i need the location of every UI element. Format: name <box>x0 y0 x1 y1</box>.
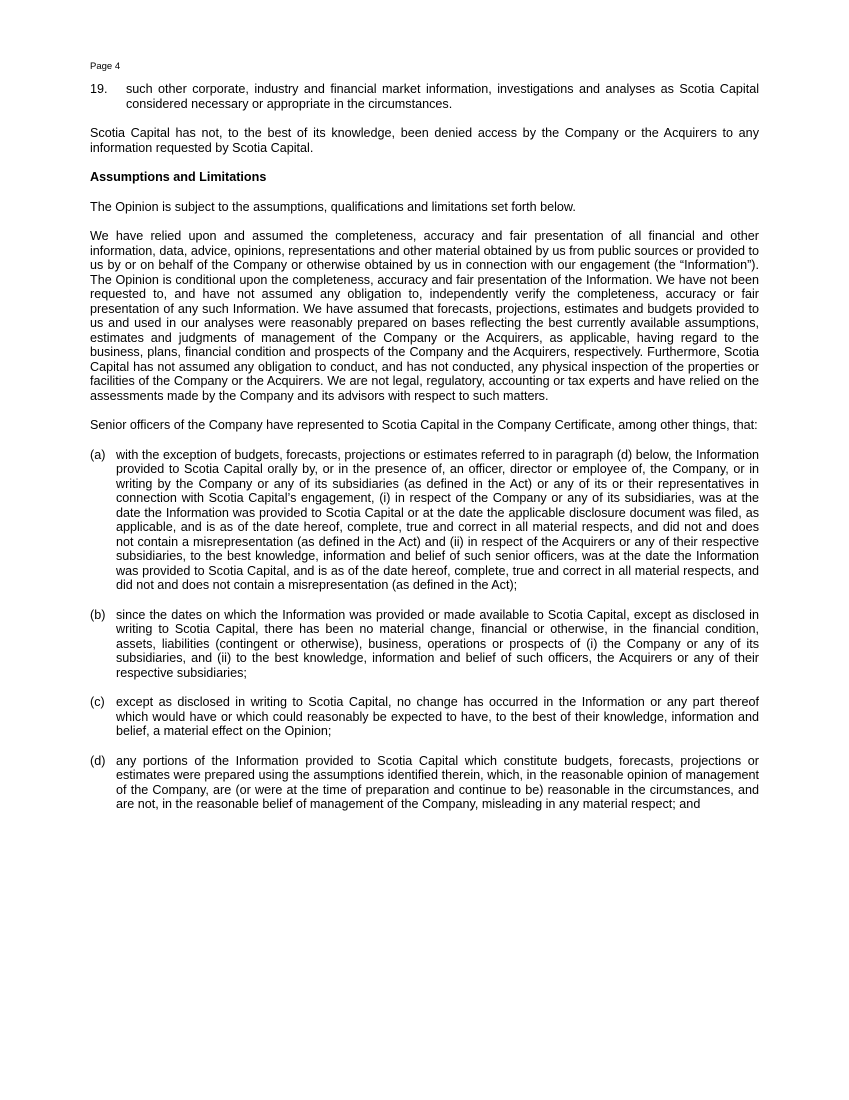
representation-label: (b) <box>90 607 106 622</box>
representation-text: except as disclosed in writing to Scotia Capital, no change has occurred in the Information or any part thereof which would have or which could reasonably be expected to have, to the best of their knowledge, information and belief, a material effect on the Opinion; <box>116 695 759 738</box>
representation-item-c <box>90 695 759 739</box>
representation-item-b <box>90 608 759 681</box>
representation-item-a <box>90 448 759 593</box>
numbered-item-19 <box>90 82 759 111</box>
representation-text: since the dates on which the Information was provided or made available to Scotia Capital, except as disclosed in writing to Scotia Capital, there has been no material change, financial or otherwise, in the financial condition, assets, liabilities (contingent or otherwise), business, operations or prospects of (i) the Company or any of its subsidiaries, and (ii) to the best knowledge, information and belief of such officers, the Acquirers or any of their respective subsidiaries; <box>116 607 759 680</box>
representation-text: any portions of the Information provided to Scotia Capital which constitute budgets, forecasts, projections or estimates were prepared using the assumptions identified therein, which, in the reasonable opinion of management of the Company, are (or were at the time of preparation and continue to be) reasonable in the circumstances, and are not, in the reasonable belief of management of the Company, misleading in any material respect; and <box>116 753 759 811</box>
reliance-paragraph: We have relied upon and assumed the completeness, accuracy and fair presentation of all financial and other information, data, advice, opinions, representations and other material obtained by us from public sources or provided to us by or on behalf of the Company or otherwise obtained by us in connection with our engagement (the “Information”). The Opinion is conditional upon the completeness, accuracy and fair presentation of the Information. We have not been requested to, and have not assumed any obligation to, independently verify the completeness, accuracy or fair presentation of any such Information. We have assumed that forecasts, projections, estimates and budgets provided to us and used in our analyses were reasonably prepared on bases reflecting the best currently available assumptions, estimates and judgments of management of the Company or the Acquirers, as applicable, having regard to the business, plans, financial condition and prospects of the Company and the Acquirers, respectively. Furthermore, Scotia Capital has not assumed any obligation to conduct, and has not conducted, any physical inspection of the properties or facilities of the Company or the Acquirers. We are not legal, regulatory, accounting or tax experts and have relied on the assessments made by the Company and its advisors with respect to such matters. <box>90 229 759 403</box>
item-text: such other corporate, industry and financial market information, investigations and analyses as Scotia Capital considered necessary or appropriate in the circumstances. <box>126 82 759 111</box>
access-paragraph: Scotia Capital has not, to the best of its knowledge, been denied access by the Company or the Acquirers to any information requested by Scotia Capital. <box>90 126 759 155</box>
officers-intro-paragraph: Senior officers of the Company have represented to Scotia Capital in the Company Certificate, among other things, that: <box>90 418 758 432</box>
representation-item-d <box>90 754 759 812</box>
section-heading: Assumptions and Limitations <box>90 170 267 184</box>
item-number: 19. <box>90 82 108 96</box>
representation-label: (d) <box>90 753 106 768</box>
section-intro-paragraph: The Opinion is subject to the assumptions, qualifications and limitations set forth below. <box>90 199 576 214</box>
representation-label: (c) <box>90 695 105 709</box>
representation-label: (a) <box>90 447 106 462</box>
representation-text: with the exception of budgets, forecasts, projections or estimates referred to in paragraph (d) below, the Information provided to Scotia Capital orally by, or in the presence of, an officer, director or employee of, the Company, or in writing by the Company or any of its subsidiaries (as defined in the Act) or any of its or their representatives in connection with Scotia Capital’s engagement, (i) in respect of the Company or any of its subsidiaries, was at the date the Information was provided to Scotia Capital or at the date the applicable disclosure document was filed, as applicable, and is as of the date hereof, complete, true and correct in all material respects, and did not and does not contain a misrepresentation (as defined in the Act) and (ii) in respect of the Acquirers or any of their respective subsidiaries, to the best knowledge, information and belief of such senior officers, was at the date the Information was provided to Scotia Capital, and is as of the date hereof, complete, true and correct in all material respects, and did not and does not contain a misrepresentation (as defined in the Act); <box>116 447 759 592</box>
page-number: Page 4 <box>90 61 121 72</box>
